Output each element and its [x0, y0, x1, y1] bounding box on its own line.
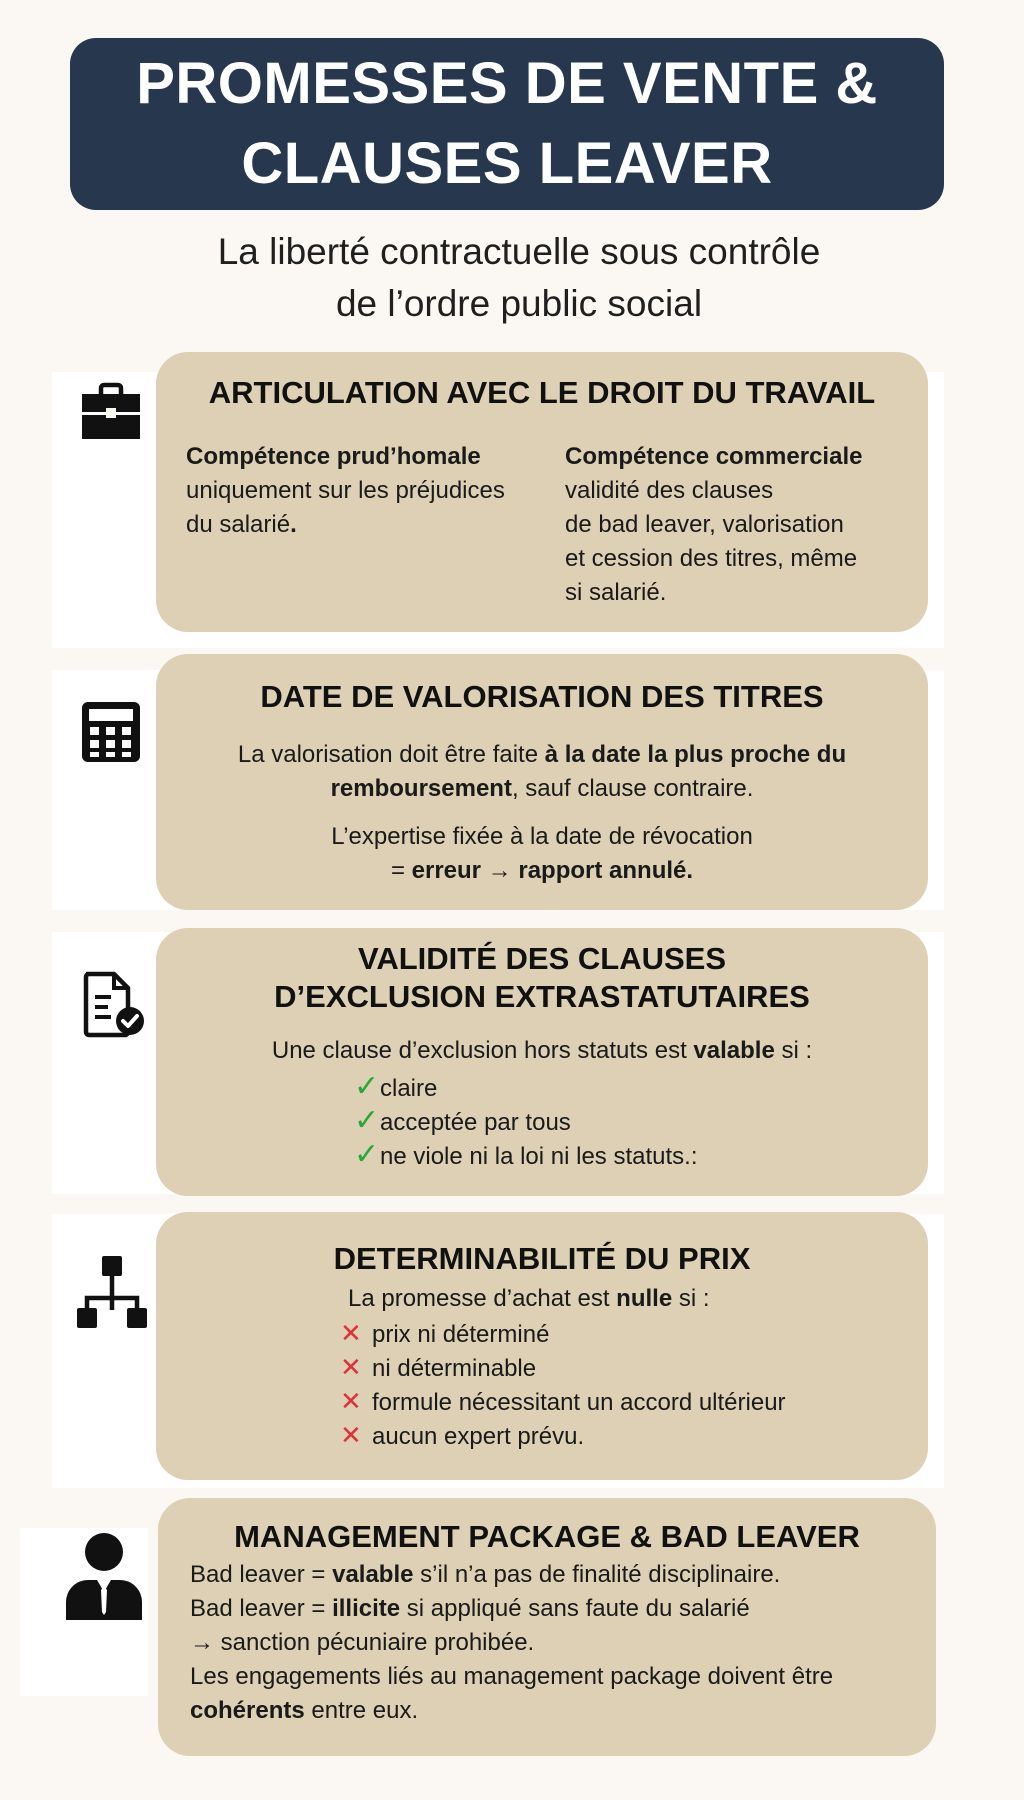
- paragraph-1-line-2: remboursement, sauf clause contraire.: [330, 775, 754, 802]
- title-line-1: PROMESSES DE VENTE &: [136, 51, 878, 116]
- intro-line: La promesse d’achat est nulle si :: [348, 1285, 710, 1312]
- subtitle-line-1: La liberté contractuelle sous contrôle: [217, 231, 821, 272]
- list-item: ✕ prix ni déterminé: [340, 1318, 550, 1348]
- right-line-2: de bad leaver, valorisation: [565, 511, 844, 538]
- right-line-1: validité des clauses: [565, 477, 774, 504]
- check-icon: ✓: [354, 1104, 380, 1137]
- card-title: MANAGEMENT PACKAGE & BAD LEAVER: [234, 1519, 860, 1554]
- paragraph-2-line-1: L’expertise fixée à la date de révocation: [331, 823, 753, 850]
- cross-icon: ✕: [340, 1318, 362, 1348]
- right-line-3: et cession des titres, même: [565, 545, 858, 572]
- left-line-1: uniquement sur les préjudices: [186, 477, 505, 504]
- title-banner: [70, 38, 944, 210]
- list-item: ✓claire: [354, 1070, 438, 1103]
- paragraph-1-line-1: La valorisation doit être faite à la date la plus proche du: [237, 741, 847, 768]
- document-check-icon: [78, 968, 148, 1040]
- line-4: Les engagements liés au management package doivent être: [190, 1663, 834, 1690]
- line-3: → sanction pécuniaire prohibée.: [190, 1629, 535, 1656]
- list-item: ✓acceptée par tous: [354, 1104, 571, 1137]
- briefcase-icon: [80, 380, 142, 442]
- line-1: Bad leaver = valable s’il n’a pas de finalité disciplinaire.: [190, 1561, 781, 1588]
- card-title: DETERMINABILITÉ DU PRIX: [333, 1241, 751, 1276]
- check-icon: ✓: [354, 1138, 380, 1171]
- cross-icon: ✕: [340, 1386, 362, 1416]
- list-item: ✕ ni déterminable: [340, 1352, 537, 1382]
- card-management-package: [158, 1498, 936, 1756]
- card-title: ARTICULATION AVEC LE DROIT DU TRAVAIL: [208, 375, 876, 410]
- list-item: ✕ aucun expert prévu.: [340, 1420, 585, 1450]
- intro-line: Une clause d’exclusion hors statuts est valable si :: [271, 1037, 813, 1064]
- calculator-icon: [82, 702, 140, 762]
- line-5: cohérents entre eux.: [190, 1697, 419, 1724]
- check-icon: ✓: [354, 1070, 380, 1103]
- right-line-4: si salarié.: [565, 579, 667, 606]
- card-title: DATE DE VALORISATION DES TITRES: [260, 679, 824, 714]
- line-2: Bad leaver = illicite si appliqué sans faute du salarié: [190, 1595, 750, 1622]
- card-labor-law: [156, 352, 928, 632]
- card-price-determinability: [156, 1212, 928, 1480]
- list-item: ✓ne viole ni la loi ni les statuts.:: [354, 1138, 698, 1171]
- card-title-line-2: D’EXCLUSION EXTRASTATUTAIRES: [274, 979, 810, 1014]
- manager-icon: [62, 1532, 146, 1622]
- cross-icon: ✕: [340, 1352, 362, 1382]
- card-valuation-date: [156, 654, 928, 910]
- paragraph-2-line-2: = erreur → rapport annulé.: [390, 857, 694, 884]
- subtitle: [0, 226, 1024, 330]
- subtitle-line-2: de l’ordre public social: [335, 283, 703, 324]
- cross-icon: ✕: [340, 1420, 362, 1450]
- card-title-line-1: VALIDITÉ DES CLAUSES: [357, 941, 727, 976]
- card-exclusion-clauses: [156, 928, 928, 1196]
- right-heading: Compétence commerciale: [565, 443, 863, 470]
- hierarchy-icon: [74, 1254, 150, 1330]
- left-line-2: du salarié.: [186, 511, 297, 538]
- title-line-2: CLAUSES LEAVER: [241, 131, 773, 196]
- left-heading: Compétence prud’homale: [186, 443, 481, 470]
- list-item: ✕ formule nécessitant un accord ultérieur: [340, 1386, 786, 1416]
